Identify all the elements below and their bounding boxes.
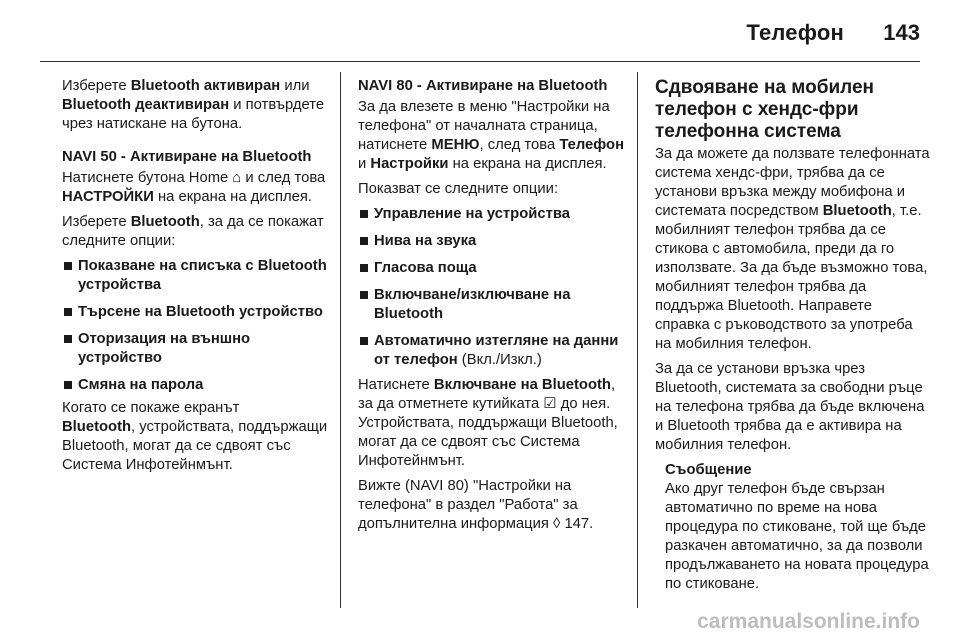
list-item: Гласова поща — [358, 259, 626, 278]
navi50-options-list — [62, 257, 330, 395]
checkbox-icon: ☑ — [543, 396, 557, 412]
page-header — [0, 0, 960, 62]
navi50-heading: NAVI 50 - Активиране на Bluetooth — [62, 149, 312, 165]
list-item: Смяна на парола — [62, 376, 330, 395]
connection-paragraph: За да се установи връзка чрез Bluetooth, системата за свободни ръце на телефона трябва да бъде включена и Bluetooth трябва да е активира на мобилния телефон. — [655, 361, 925, 453]
list-item: Нива на звука — [358, 232, 626, 251]
watermark: carmanualsonline.info — [697, 610, 920, 633]
column-1 — [62, 77, 330, 489]
chapter-title: Телефон — [746, 20, 844, 45]
column-divider-2 — [637, 72, 638, 608]
navi80-options-list — [358, 205, 626, 370]
intro-paragraph: Изберете Bluetooth активиран или Bluetooth деактивиран и потвърдете чрез натискане на бутона. — [62, 78, 325, 132]
pairing-paragraph: За да можете да ползвате телефонната система хендс-фри, трябва да се установи връзка между мобифона и системата посредством Bluetooth, т.е. мобилният телефон трябва да се стикова с автомобила, преди да го използвате. За да бъде възможно това, мобилният телефон трябва да поддържа Bluetooth. Направете справка с ръководството за употреба на мобилния телефон. — [655, 146, 930, 352]
select-paragraph: Изберете Bluetooth, за да се покажат следните опции: — [62, 214, 324, 249]
options-intro: Показват се следните опции: — [358, 181, 559, 197]
list-item: Оторизация на външно устройство — [62, 330, 330, 368]
list-item: Управление на устройства — [358, 205, 626, 224]
header-divider — [40, 61, 920, 62]
note-heading: Съобщение — [665, 462, 752, 478]
section-heading: Сдвояване на мобилен телефон с хендс-фри телефонна система — [655, 77, 874, 142]
note-box — [665, 461, 930, 594]
reference-paragraph: Вижте (NAVI 80) "Настройки на телефона" в раздел "Работа" за допълнителна информация ◊ 147. — [358, 478, 594, 532]
navi50-paragraph: Натиснете бутона Home ⌂ и след това НАСТРОЙКИ на екрана на дисплея. — [62, 170, 326, 205]
page-reference-icon: ◊ — [553, 516, 561, 532]
bluetooth-enable-paragraph: Натиснете Включване на Bluetooth, за да отметнете кутийката ☑ до нея. Устройствата, поддържащи Bluetooth, могат да се сдвоят със Система Инфотейнмънт. — [358, 377, 618, 469]
list-item: Автоматично изтегляне на данни от телефон (Вкл./Изкл.) — [358, 332, 626, 370]
list-item: Търсене на Bluetooth устройство — [62, 303, 330, 322]
navi80-heading: NAVI 80 - Активиране на Bluetooth — [358, 78, 608, 94]
list-item: Показване на списъка с Bluetooth устройства — [62, 257, 330, 295]
column-2 — [358, 77, 626, 548]
list-item: Включване/изключване на Bluetooth — [358, 286, 626, 324]
note-text: Ако друг телефон бъде свързан автоматично по време на нова процедура по стиковане, той ще бъде разкачен автоматично, за да позволи продължаването на новата процедура по стиковане. — [665, 481, 929, 592]
navi80-paragraph: За да влезете в меню "Настройки на телефона" от началната страница, натиснете МЕНЮ, след това Телефон и Настройки на екрана на дисплея. — [358, 99, 625, 172]
home-icon: ⌂ — [232, 170, 242, 186]
column-divider-1 — [340, 72, 341, 608]
outro-paragraph: Когато се покаже екранът Bluetooth, устройствата, поддържащи Bluetooth, могат да се сдвоят със Система Инфотейнмънт. — [62, 400, 328, 473]
page-number: 143 — [883, 20, 920, 45]
column-3 — [655, 77, 930, 594]
